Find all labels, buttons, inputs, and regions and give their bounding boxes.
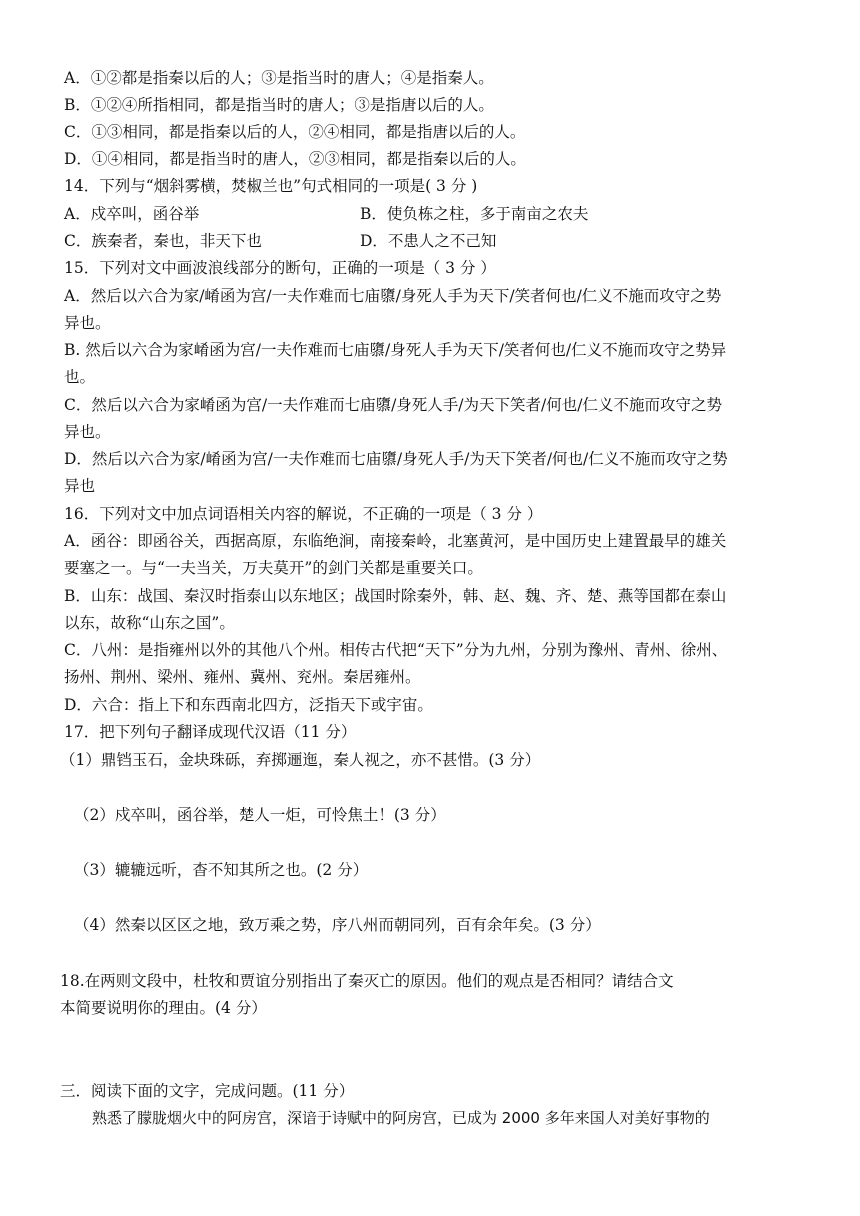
q17-sentence-2: （2）戍卒叫，函谷举，楚人一炬，可怜焦土！(3 分） [74, 806, 446, 824]
q16-option-d: D．六合：指上下和东西南北四方，泛指天下或宇宙。 [64, 696, 433, 714]
q16-option-a: A．函谷：即函谷关，西据高原，东临绝涧，南接秦岭，北塞黄河，是中国历史上建置最早的雄关 [64, 532, 727, 550]
q14-option-c: C．族秦者，秦也，非天下也 [64, 232, 262, 250]
q17-sentence-1: （1）鼎铛玉石，金块珠砾，弃掷逦迤，秦人视之，亦不甚惜。(3 分） [60, 751, 541, 769]
q16-option-c: C．八州：是指雍州以外的其他八个州。相传古代把“天下”分为九州，分别为豫州、青州、徐州、 [64, 641, 728, 659]
q14-option-b: B．使负栋之柱，多于南亩之农夫 [360, 205, 589, 223]
q13-option-a: A．①②都是指秦以后的人；③是指当时的唐人；④是指秦人。 [64, 69, 494, 87]
q13-option-b: B．①②④所指相同，都是指当时的唐人；③是指唐以后的人。 [64, 96, 494, 114]
q14-option-a: A．戍卒叫，函谷举 [64, 205, 200, 223]
q15-option-a-cont: 异也。 [64, 314, 111, 332]
q15-option-d-cont: 异也 [64, 477, 96, 495]
q15-option-b: B. 然后以六合为家崤函为宫/一夫作难而七庙隳/身死人手为天下/笑者何也/仁义不施而攻守之势异 [64, 341, 727, 359]
q16-option-b-cont: 以东，故称“山东之国”。 [64, 614, 235, 632]
q15-option-a: A．然后以六合为家/崤函为宫/一夫作难而七庙隳/身死人手为天下/笑者何也/仁义不施而攻守之势 [64, 287, 722, 305]
q17-sentence-4: （4）然秦以区区之地，致万乘之势，序八州而朝同列，百有余年矣。(3 分） [74, 916, 601, 934]
q16-option-a-cont: 要塞之一。与“一夫当关，万夫莫开”的剑门关都是重要关口。 [64, 559, 483, 577]
q17-sentence-3: （3）辘辘远听，杳不知其所之也。(2 分） [74, 861, 369, 879]
q13-option-d: D．①④相同，都是指当时的唐人，②③相同，都是指秦以后的人。 [64, 150, 526, 168]
q15-option-b-cont: 也。 [64, 368, 96, 386]
q18-question: 18.在两则文段中，杜牧和贾谊分别指出了秦灭亡的原因。他们的观点是否相同？请结合文 [60, 972, 674, 990]
q13-option-c: C．①③相同，都是指秦以后的人，②④相同，都是指唐以后的人。 [64, 123, 526, 141]
q15-option-c-cont: 异也。 [64, 423, 111, 441]
q15-option-d: D．然后以六合为家/崤函为宫/一夫作难而七庙隳/身死人手/为天下笑者/何也/仁义不施而攻守之势 [64, 450, 728, 468]
section-3-title: 三．阅读下面的文字，完成问题。(11 分） [60, 1082, 355, 1100]
q16-option-c-cont: 扬州、荆州、梁州、雍州、冀州、兖州。秦居雍州。 [64, 668, 421, 686]
q16-option-b: B．山东：战国、秦汉时指泰山以东地区；战国时除秦外，韩、赵、魏、齐、楚、燕等国都在泰山 [64, 587, 727, 605]
q17-stem: 17．把下列句子翻译成现代汉语（11 分） [64, 723, 357, 741]
q15-stem: 15．下列对文中画波浪线部分的断句，正确的一项是（ 3 分 ） [64, 259, 496, 277]
q14-stem: 14．下列与“烟斜雾横，焚椒兰也”句式相同的一项是( 3 分 ) [64, 177, 478, 195]
q14-option-d: D．不患人之不己知 [360, 232, 497, 250]
q18-question-cont: 本简要说明你的理由。(4 分） [60, 999, 267, 1017]
q15-option-c: C．然后以六合为家崤函为宫/一夫作难而七庙隳/身死人手/为天下笑者/何也/仁义不施而攻守之势 [64, 396, 722, 414]
section-3-paragraph: 熟悉了朦胧烟火中的阿房宫，深谙于诗赋中的阿房宫，已成为 2000 多年来国人对美好事物的 [92, 1109, 710, 1127]
q16-stem: 16．下列对文中加点词语相关内容的解说，不正确的一项是（ 3 分 ） [64, 505, 543, 523]
